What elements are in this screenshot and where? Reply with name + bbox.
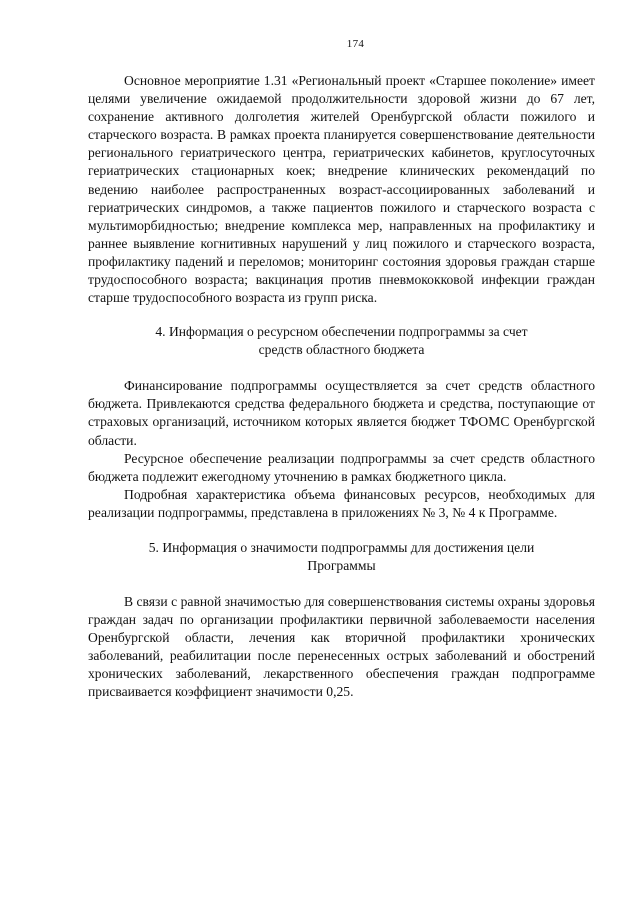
section-4-heading-line-2: средств областного бюджета (258, 342, 425, 358)
paragraph-financing: Финансирование подпрограммы осуществляется за счет средств областного бюджета. Привлекаются средства федерального бюджета и средства, поступающие от страховых организаций, источником которых является бюджет ТФОМС Оренбургской области. (88, 378, 595, 448)
section-4-heading-line-1: 4. Информация о ресурсном обеспечении подпрограммы за счет (155, 324, 528, 340)
section-5-heading (88, 539, 595, 575)
paragraph-resource-provision: Ресурсное обеспечение реализации подпрограммы за счет средств областного бюджета подлежит ежегодному уточнению в рамках бюджетного цикла. (88, 450, 595, 484)
section-5-heading-line-2: Программы (307, 557, 376, 573)
section-4-heading (88, 323, 595, 359)
page-number: 174 (346, 38, 365, 50)
paragraph-significance: В связи с равной значимостью для совершенствования системы охраны здоровья граждан задач по организации профилактики первичной заболеваемости населения Оренбургской области, лечения как вторичной профилактики хронических заболеваний, реабилитации после перенесенных острых заболеваний и обострений хронических заболеваний, лекарственного обеспечения граждан подпрограмме присваивается коэффициент значимости 0,25. (88, 593, 595, 700)
document-page (88, 38, 595, 702)
paragraph-financial-details: Подробная характеристика объема финансовых ресурсов, необходимых для реализации подпрограммы, представлена в приложениях № 3, № 4 к Программе. (88, 486, 595, 520)
paragraph-regional-project: Основное мероприятие 1.31 «Региональный проект «Старшее поколение» имеет целями увеличение ожидаемой продолжительности здоровой жизни до 67 лет, сохранение активного долголетия жителей Оренбургской области пожилого и старческого возраста. В рамках проекта планируется совершенствование деятельности регионального гериатрического центра, гериатрических кабинетов, круглосуточных гериатрических стационарных коек; внедрение клинических рекомендаций по ведению наиболее распространенных возраст-ассоциированных заболеваний и гериатрических синдромов, а также пациентов пожилого и старческого возраста с мультиморбидностью; внедрение комплекса мер, направленных на профилактику и раннее выявление когнитивных нарушений у лиц пожилого и старческого возраста, профилактику падений и переломов; мониторинг состояния здоровья граждан старше трудоспособного возраста; вакцинация против пневмококковой инфекции граждан старше трудоспособного возраста из групп риска. (88, 73, 595, 306)
section-5-heading-line-1: 5. Информация о значимости подпрограммы для достижения цели (148, 539, 535, 555)
